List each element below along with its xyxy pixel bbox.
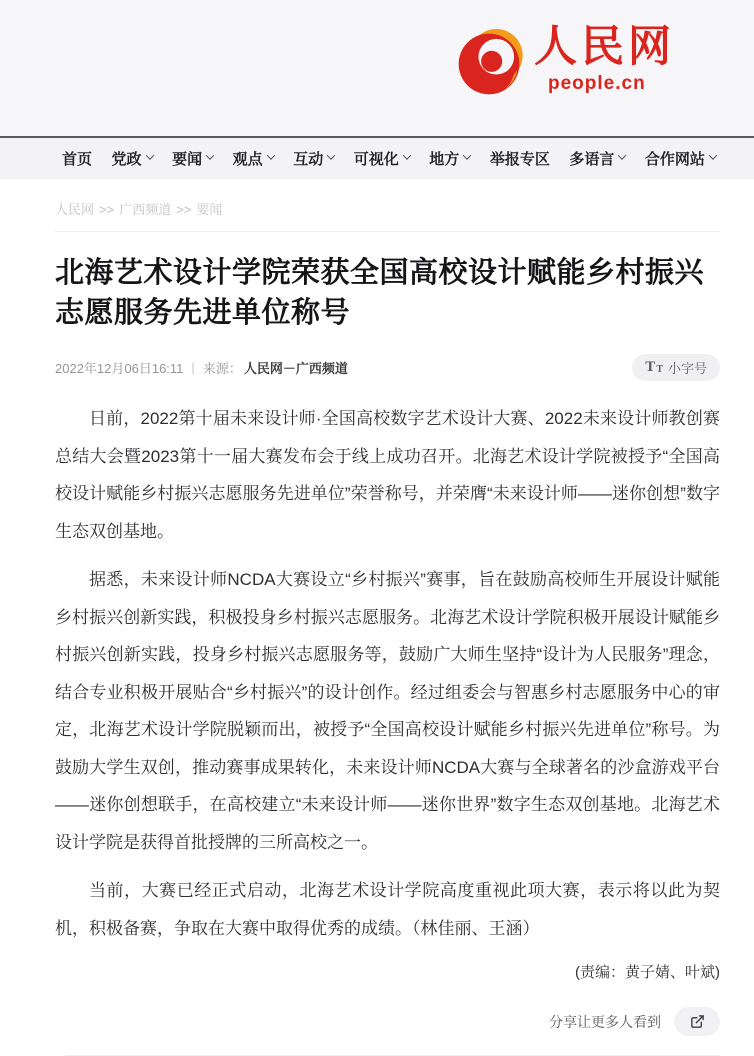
- breadcrumb-separator: >>: [176, 202, 192, 217]
- share-label[interactable]: 分享让更多人看到: [549, 1013, 661, 1030]
- article-paragraph: 当前，大赛已经正式启动，北海艺术设计学院高度重视此项大赛，表示将以此为契机，积极备赛，争取在大赛中取得优秀的成绩。（林佳丽、王涵）: [55, 881, 720, 938]
- font-size-label: 小字号: [667, 361, 707, 376]
- article-meta-left: [55, 358, 348, 377]
- share-row: [55, 1007, 720, 1036]
- chevron-down-icon: [709, 151, 717, 159]
- breadcrumb-site[interactable]: 人民网: [55, 202, 95, 217]
- nav-item[interactable]: 举报专区: [489, 151, 550, 168]
- nav-item[interactable]: 观点: [233, 148, 274, 169]
- article-title: 北海艺术设计学院荣获全国高校设计赋能乡村振兴志愿服务先进单位称号: [55, 257, 705, 329]
- people-cn-logo-icon: [458, 28, 524, 96]
- source-label: 来源：: [202, 361, 242, 376]
- editor-credit: (责编：黄子婧、叶斌): [575, 964, 720, 981]
- nav-item[interactable]: 互动: [293, 148, 334, 169]
- nav-item[interactable]: 多语言: [569, 148, 625, 169]
- share-button[interactable]: [674, 1007, 720, 1036]
- article-meta: [55, 354, 720, 381]
- breadcrumb-channel[interactable]: 广西频道: [119, 202, 172, 217]
- article-paragraph: 据悉，未来设计师NCDA大赛设立“乡村振兴”赛事，旨在鼓励高校师生开展设计赋能乡村振兴创新实践，积极投身乡村振兴志愿服务。北海艺术设计学院积极开展设计赋能乡村振兴创新实践，投身乡村振兴志愿服务等，鼓励广大师生坚持“设计为人民服务”理念，结合专业积极开展贴合“乡村振兴”的设计创作。经过组委会与智惠乡村志愿服务中心的审定，北海艺术设计学院脱颖而出，被授予“全国高校设计赋能乡村振兴先进单位”称号。为鼓励大学生双创，推动赛事成果转化，未来设计师NCDA大赛与全球著名的沙盒游戏平台——迷你创想联手，在高校建立“未来设计师——迷你世界”数字生态双创基地。北海艺术设计学院是获得首批授牌的三所高校之一。: [55, 570, 720, 852]
- chevron-down-icon: [266, 151, 274, 159]
- external-link-icon: [690, 1014, 705, 1029]
- publish-date: 2022年12月06日16:11: [55, 361, 184, 376]
- main-nav: [0, 138, 754, 179]
- nav-item[interactable]: 要闻: [172, 148, 213, 169]
- breadcrumb: [55, 199, 720, 218]
- nav-item[interactable]: 合作网站: [645, 148, 716, 169]
- article-body: [55, 400, 720, 947]
- nav-item[interactable]: 可视化: [354, 148, 410, 169]
- logo-chinese-name: 人民网: [534, 24, 675, 71]
- chevron-down-icon: [403, 151, 411, 159]
- nav-item[interactable]: 首页: [62, 151, 93, 168]
- article-page: [0, 199, 754, 1056]
- article-paragraph: 日前，2022第十届未来设计师·全国高校数字艺术设计大赛、2022未来设计师教创赛总结大会暨2023第十一届大赛发布会于线上成功召开。北海艺术设计学院被授予“全国高校设计赋能乡村振兴志愿服务先进单位”荣誉称号，并荣膺“未来设计师——迷你创想”数字生态双创基地。: [55, 409, 720, 541]
- source-link[interactable]: 人民网－广西频道: [243, 361, 348, 376]
- nav-item[interactable]: 党政: [112, 148, 153, 169]
- header-divider: [55, 231, 720, 232]
- chevron-down-icon: [618, 151, 626, 159]
- chevron-down-icon: [327, 151, 335, 159]
- chevron-down-icon: [206, 151, 214, 159]
- chevron-down-icon: [145, 151, 153, 159]
- meta-separator: |: [191, 360, 195, 375]
- people-cn-logo[interactable]: [458, 26, 675, 96]
- font-size-button[interactable]: T T 小字号: [632, 354, 720, 381]
- logo-text: [534, 26, 675, 95]
- logo-domain: people.cn: [548, 73, 646, 94]
- nav-item[interactable]: 地方: [429, 148, 470, 169]
- breadcrumb-section[interactable]: 要闻: [196, 202, 223, 217]
- chevron-down-icon: [463, 151, 471, 159]
- font-size-icon: T: [645, 359, 656, 375]
- breadcrumb-separator: >>: [99, 202, 115, 217]
- site-header: [0, 0, 754, 138]
